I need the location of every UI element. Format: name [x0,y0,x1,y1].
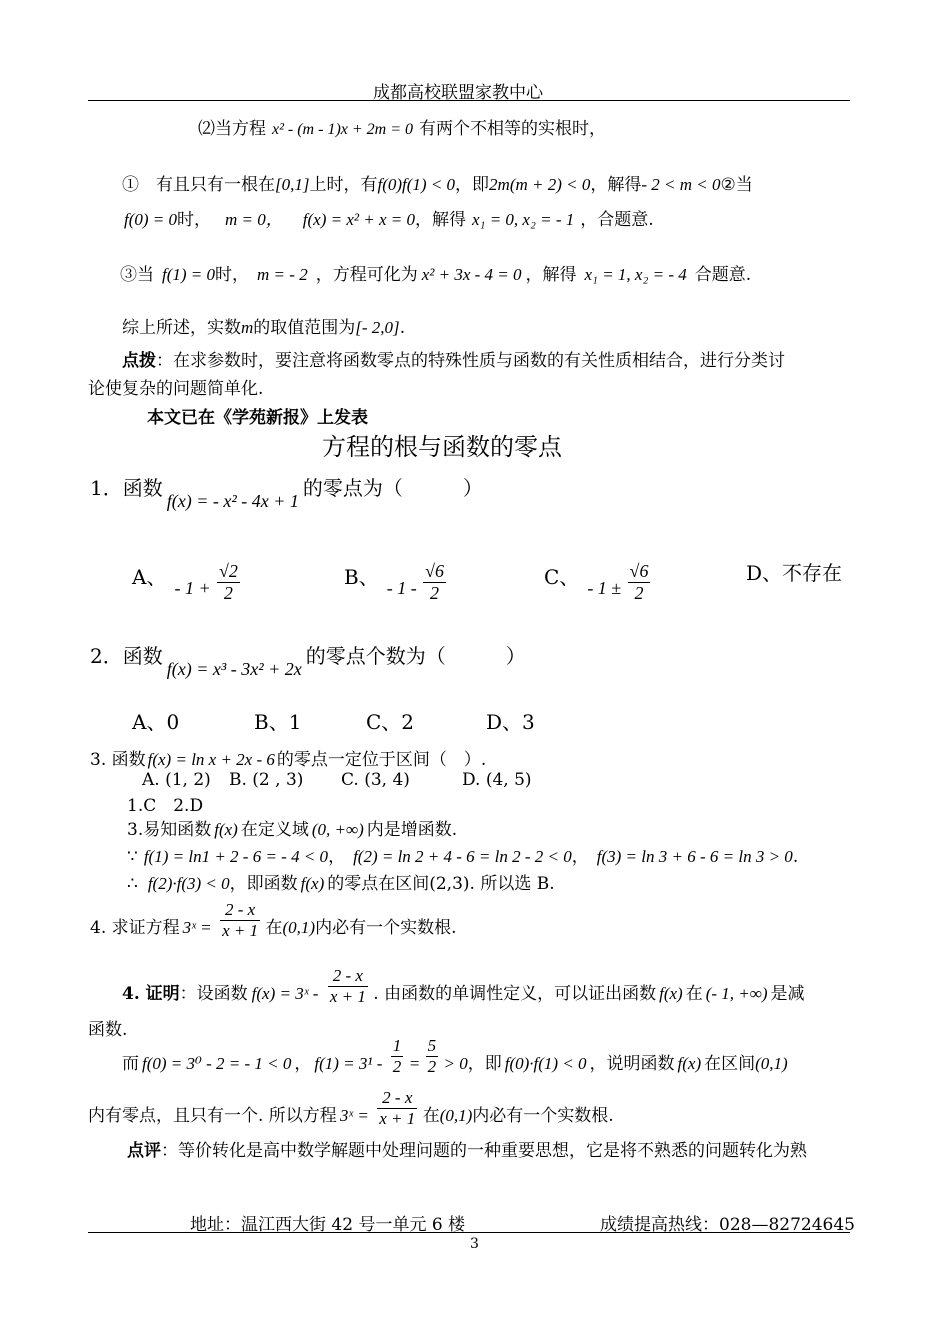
footer-address: 地址：温江西大街 42 号一单元 6 楼 [190,1215,466,1235]
q1-option-d: D、不存在 [746,561,843,585]
tip-line-2: 论使复杂的问题简单化. [88,379,264,399]
footer-rule [88,1232,850,1233]
solution-3-line-2: ∵ f(1) = ln1 + 2 - 6 = - 4 < 0， f(2) = ln 2 + 4 - 6 = ln 2 - 2 < 0， f(3) = ln 3 + 6 - 6 = ln 3 > 0. [127,847,799,867]
q3-option-b: B. (2 , 3) [229,770,304,790]
q3-option-d: D. (4, 5) [462,770,532,790]
header-title: 成都高校联盟家教中心 [373,83,543,103]
case2-line: ⑵当方程 x² - (m - 1)x + 2m = 0 有两个不相等的实根时， [198,119,607,139]
question-1: 1．函数f(x) = - x² - 4x + 1的零点为（ ） [90,476,483,511]
q1-option-b: B、 - 1 - $\frac{√6}{2}$ [344,561,444,603]
question-2: 2．函数f(x) = x³ - 3x² + 2x的零点个数为（ ） [90,644,526,679]
solution-3-line-3: ∴ f(2)·f(3) < 0，即函数 f(x) 的零点在区间(2,3). 所以选 B. [127,874,555,894]
q3-option-c: C. (3, 4) [341,770,410,790]
solution-3-line-1: 3.易知函数 f(x) 在定义域 (0, +∞) 内是增函数. [127,820,458,840]
summary-line: 综上所述，实数m的取值范围为[- 2,0]. [122,318,406,338]
case-3-line: ③当 f(1) = 0时， m = - 2 ，方程可化为 x² + 3x - 4 = 0 ，解得 x₁ = 1, x₂ = - 4 合题意. [120,265,752,285]
page-number: 3 [470,1236,479,1252]
question-3: 3. 函数 f(x) = ln x + 2x - 6 的零点一定位于区间（ ）. [90,750,487,770]
proof-4-line-4: 内有零点，且只有一个. 所以方程 3ˣ = $\frac{2 - x}{x + 1}$ 在(0,1)内必有一个实数根. [88,1088,614,1128]
proof-4-line-2: 函数. [88,1020,128,1040]
article-title: 方程的根与函数的零点 [322,434,562,461]
question-4: 4. 求证方程 3ˣ = $\frac{2 - x}{x + 1}$ 在(0,1)内必有一个实数根. [90,900,457,940]
published-note: 本文已在《学苑新报》上发表 [147,408,368,427]
case-2-line: f(0) = 0时， m = 0， f(x) = x² + x = 0，解得 x₁ = 0, x₂ = - 1 ，合题意. [124,210,654,230]
q2-option-c: C、2 [366,710,415,734]
tip-line-1: 点拨：在求参数时，要注意将函数零点的特殊性质与函数的有关性质相结合，进行分类讨 [122,351,785,371]
header-rule [88,100,850,101]
proof-4-line-1: 4. 证明：设函数 f(x) = 3ˣ - $\frac{2 - x}{x + 1}$ . 由函数的单调性定义，可以证出函数 f(x) 在 (- 1, +∞) 是减 [122,966,805,1006]
q2-option-a: A、0 [132,710,180,734]
q1-option-a: A、 - 1 + $\frac{√2}{2}$ [132,561,238,603]
q3-option-a: A. (1, 2) [142,770,211,790]
answers: 1.C 2.D [127,796,204,816]
review-line: 点评：等价转化是高中数学解题中处理问题的一种重要思想，它是将不熟悉的问题转化为熟 [127,1141,807,1161]
case-1-line: ① 有且只有一根在[0,1]上时，有f(0)f(1) < 0，即2m(m + 2) < 0，解得- 2 < m < 0②当 [122,175,753,195]
footer-hotline: 成绩提高热线：028—82724645 [600,1215,855,1235]
proof-4-line-3: 而 f(0) = 3⁰ - 2 = - 1 < 0 ， f(1) = 3¹ - $\frac{1}{2}$ = $\frac{5}{2}$ > 0，即 f(0)·f(1) < 0 ，说明函数 f(x) 在区间(0,1) [122,1036,788,1076]
q2-option-b: B、1 [254,710,302,734]
q2-option-d: D、3 [486,710,535,734]
q1-option-c: C、 - 1 ± $\frac{√6}{2}$ [544,561,649,603]
